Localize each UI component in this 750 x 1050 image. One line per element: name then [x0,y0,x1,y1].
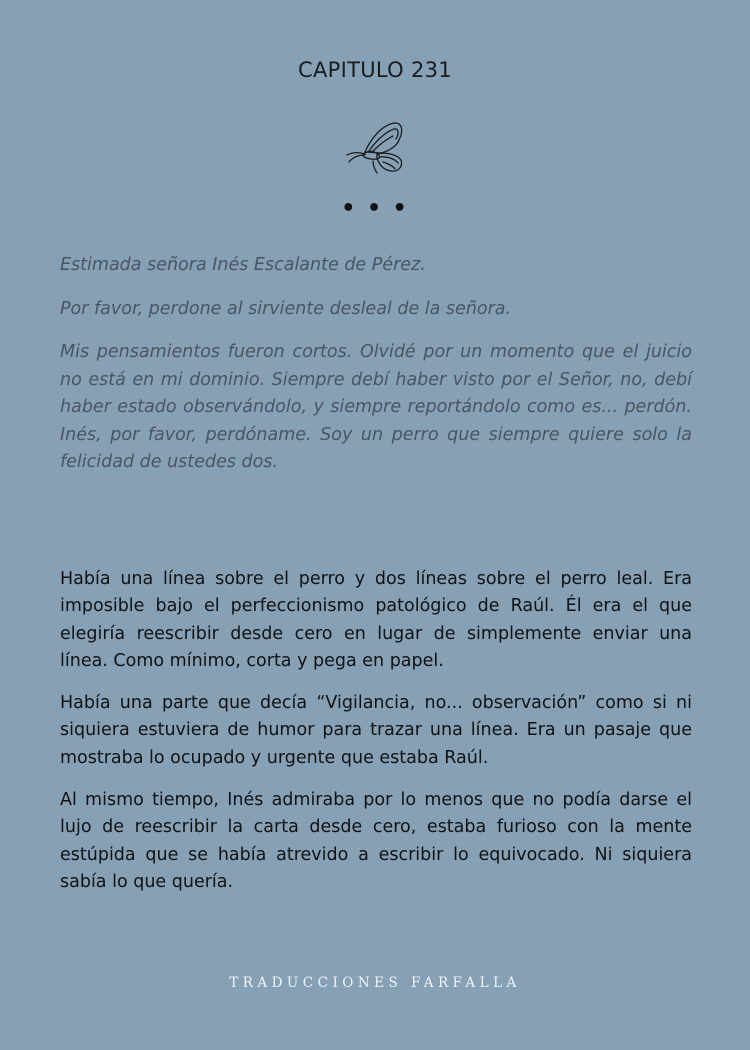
butterfly-icon [343,118,407,176]
letter-paragraph: Por favor, perdone al sirviente desleal de la señora. [60,298,512,319]
letter-paragraph: Mis pensamientos fueron cortos. Olvidé por un momento que el juicio no está en mi dominio. Siempre debí haber visto por el Señor, no, debí haber estado observándolo, y siempre reportándolo como es... perdón. Inés, por favor, perdóname. Soy un perro que siempre quiere solo la felicidad de ustedes dos. [60,342,692,472]
chapter-title: CAPITULO 231 [298,58,452,82]
footer-credit: TRADUCCIONES FARFALLA [229,975,521,991]
letter-paragraph: Estimada señora Inés Escalante de Pérez. [60,255,426,275]
body-paragraph: Al mismo tiempo, Inés admiraba por lo menos que no podía darse el lujo de reescribir la carta desde cero, estaba furioso con la mente estúpida que se había atrevido a escribir lo equivocado. Ni siquiera sabía lo que quería. [60,790,692,892]
body-paragraph: Había una parte que decía “Vigilancia, no... observación” como si ni siquiera estuviera de humor para trazar una línea. Era un pasaje que mostraba lo ocupado y urgente que estaba Raúl. [60,693,692,768]
section-separator: • • • [341,196,409,221]
body-paragraph: Había una línea sobre el perro y dos líneas sobre el perro leal. Era imposible bajo el perfeccionismo patológico de Raúl. Él era el que elegiría reescribir desde cero en lugar de simplemente enviar una línea. Como mínimo, corta y pega en papel. [60,569,692,671]
letter-excerpt [60,252,692,493]
body-text [60,566,692,911]
